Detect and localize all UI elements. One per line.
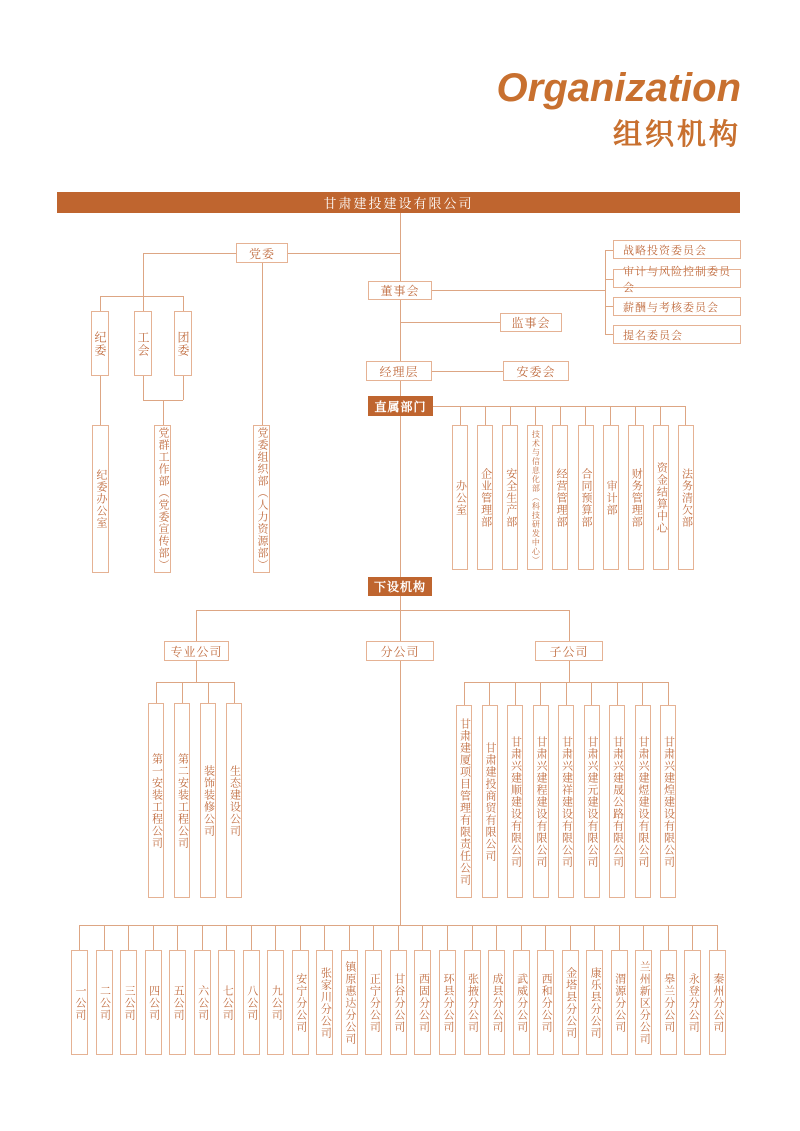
org-node-label: 甘肃建厦项目管理有限责任公司 [458,717,471,886]
org-node-label: 七公司 [221,984,234,1021]
org-node-box [628,425,644,570]
org-node-box [684,950,701,1055]
direct-departments-group [452,406,694,570]
connector-line [569,661,570,682]
org-node [390,925,407,1055]
org-node [709,925,726,1055]
connector-stub [79,925,80,950]
connector-stub [642,682,643,705]
connector-line [143,296,144,311]
connector-stub [460,406,461,425]
page-title-english: Organization [496,66,741,110]
connector-stub [566,682,567,705]
org-node-box [390,950,407,1055]
org-node [578,406,594,570]
org-node [502,406,518,570]
org-node-label: 第二安装工程公司 [176,752,189,849]
node-subordinate-orgs-header: 下设机构 [368,577,432,596]
connector-line [432,290,605,291]
org-node-box [169,950,186,1055]
org-node-label: 五公司 [172,984,185,1021]
org-node [537,925,554,1055]
connector-line [100,296,101,311]
org-node [226,682,242,898]
connector-line [400,322,500,323]
org-node-box [218,950,235,1055]
org-node [292,925,309,1055]
connector-stub [128,925,129,950]
connector-stub [660,406,661,425]
connector-stub [234,682,235,703]
org-node-box [456,705,472,898]
connector-stub [591,682,592,705]
org-node [611,925,628,1055]
org-node-box [660,950,677,1055]
connector-stub [464,682,465,705]
org-node-label: 九公司 [270,984,283,1021]
org-node [533,682,549,898]
org-node-box [464,950,481,1055]
node-discipline-office [92,425,109,573]
org-node-box [439,950,456,1055]
connector-stub [275,925,276,950]
org-node [365,925,382,1055]
org-node [552,406,568,570]
org-node [169,925,186,1055]
node-label: 党委组织部（人力资源部） [256,427,268,571]
node-audit-risk-committee: 审计与风险控制委员会 [613,269,741,288]
org-node-label: 资金结算中心 [655,461,668,534]
node-youth-league [174,311,192,376]
connector-line [605,334,613,335]
connector-stub [373,925,374,950]
connector-line [183,296,184,311]
org-node-label: 八公司 [245,984,258,1021]
org-node-box [527,425,543,570]
org-node-box [513,950,530,1055]
connector-line [143,376,144,400]
org-node-box [71,950,88,1055]
org-node-box [194,950,211,1055]
node-party-mass-work-dept [154,425,171,573]
org-node-label: 二公司 [98,984,111,1021]
org-node-box [120,950,137,1055]
org-node [584,682,600,898]
org-node-label: 甘谷分公司 [392,972,405,1033]
org-node-label: 永登分公司 [687,972,700,1033]
org-node-label: 环县分公司 [441,972,454,1033]
connector-stub [510,406,511,425]
org-node-label: 甘肃兴建煌建设有限公司 [662,735,675,868]
org-node-box [653,425,669,570]
org-node-box [709,950,726,1055]
org-node-box [609,705,625,898]
org-node [439,925,456,1055]
connector-stub [182,682,183,703]
org-node-box [226,703,242,898]
org-node [558,682,574,898]
org-node-label: 经营管理部 [554,467,567,528]
org-node-box [578,425,594,570]
org-node-label: 法务清欠部 [680,467,693,528]
org-node-label: 财务管理部 [630,467,643,528]
org-node [635,925,652,1055]
connector-stub [349,925,350,950]
org-node-box [584,705,600,898]
org-node-box [292,950,309,1055]
org-node-label: 一公司 [74,984,86,1021]
connector-stub [643,925,644,950]
org-node-box [488,950,505,1055]
connector-line [400,610,401,641]
org-node-label: 武威分公司 [515,972,528,1033]
org-node-box [316,950,333,1055]
org-node [527,406,543,570]
org-node-box [678,425,694,570]
org-node-box [552,425,568,570]
org-node-label: 成县分公司 [491,972,504,1033]
connector-stub [545,925,546,950]
org-node-label: 甘肃兴建祥建设有限公司 [560,735,573,868]
org-node [653,406,669,570]
connector-stub [668,925,669,950]
org-node-box [603,425,619,570]
connector-stub [560,406,561,425]
org-node-label: 安宁分公司 [294,972,307,1033]
org-node [341,925,358,1055]
org-node [603,406,619,570]
node-label: 工会 [136,330,150,357]
org-node [145,925,162,1055]
node-subsidiary-companies: 子公司 [535,641,603,661]
node-management-level: 经理层 [366,361,432,381]
org-node [316,925,333,1055]
org-node-label: 张家川分公司 [319,966,332,1039]
node-specialized-companies: 专业公司 [164,641,229,661]
org-node-label: 四公司 [147,984,160,1021]
org-node [488,925,505,1055]
connector-stub [570,925,571,950]
org-node [267,925,284,1055]
org-node [71,925,88,1055]
node-remuneration-committee: 薪酬与考核委员会 [613,297,741,316]
org-node-label: 技术与信息化部（科技研发中心） [531,430,541,565]
connector-line [100,376,101,425]
connector-stub [685,406,686,425]
org-node-label: 装饰装修公司 [202,764,215,837]
node-label: 团委 [176,330,190,357]
connector-stub [610,406,611,425]
connector-line [143,253,236,254]
org-node-box [635,705,651,898]
org-node [120,925,137,1055]
org-node-box [414,950,431,1055]
connector-line [196,610,197,641]
connector-line [163,400,164,425]
connector-stub [300,925,301,950]
org-node-box [452,425,468,570]
org-node [200,682,216,898]
org-node-box [243,950,260,1055]
org-node [452,406,468,570]
org-node [513,925,530,1055]
connector-stub [496,925,497,950]
connector-stub [104,925,105,950]
connector-stub [472,925,473,950]
connector-stub [692,925,693,950]
org-node-box [341,950,358,1055]
page-title-chinese: 组织机构 [612,119,741,151]
org-node-label: 镇原惠达分公司 [343,960,356,1045]
org-node-box [660,705,676,898]
connector-stub [226,925,227,950]
node-label: 纪委办公室 [95,469,107,529]
org-node [96,925,113,1055]
org-node-box [533,705,549,898]
org-node-box [477,425,493,570]
org-node-box [482,705,498,898]
subsidiary-companies-group [456,682,676,898]
org-node-label: 审计部 [605,479,618,516]
node-nomination-committee: 提名委员会 [613,325,741,344]
org-node-label: 康乐县分公司 [589,966,602,1039]
connector-stub [540,682,541,705]
org-node-label: 金塔县分公司 [564,966,577,1039]
org-node [218,925,235,1055]
connector-stub [447,925,448,950]
branch-companies-group [71,925,726,1055]
org-node [477,406,493,570]
org-node-box [365,950,382,1055]
connector-stub [585,406,586,425]
org-node-box [502,425,518,570]
org-node-box [148,703,164,898]
org-node-label: 皋兰分公司 [662,972,675,1033]
node-labor-union [134,311,152,376]
org-node-box [558,705,574,898]
connector-line [400,661,401,925]
org-node-label: 企业管理部 [479,467,492,528]
org-node [414,925,431,1055]
node-label: 党群工作部（党委宣传部） [157,427,169,571]
org-node-label: 办公室 [454,479,467,516]
org-node [482,682,498,898]
org-node [174,682,190,898]
connector-line [100,296,183,297]
org-node [194,925,211,1055]
connector-stub [422,925,423,950]
org-node-box [611,950,628,1055]
org-node-label: 甘肃兴建煜建设有限公司 [637,735,649,868]
org-node-box [507,705,523,898]
connector-line [569,610,570,641]
org-node-box [145,950,162,1055]
connector-stub [594,925,595,950]
connector-stub [177,925,178,950]
org-node-label: 甘肃建投商贸有限公司 [484,741,496,862]
connector-line [262,263,263,425]
org-node-label: 甘肃兴建元建设有限公司 [586,735,598,868]
connector-line [605,250,606,335]
connector-line [143,253,144,296]
org-node-label: 张掖分公司 [466,972,479,1033]
org-node-box [635,950,652,1055]
node-discipline-committee [91,311,109,376]
org-node [562,925,579,1055]
node-supervisory-board: 监事会 [500,313,562,332]
org-node-label: 合同预算部 [580,467,593,528]
org-node-box [200,703,216,898]
node-branch-companies: 分公司 [366,641,434,661]
connector-stub [668,682,669,705]
org-node-box [267,950,284,1055]
connector-stub [398,925,399,950]
connector-stub [485,406,486,425]
org-node-box [562,950,579,1055]
node-party-organization-dept [253,425,270,573]
org-node [464,925,481,1055]
connector-stub [717,925,718,950]
org-node-label: 六公司 [196,984,209,1021]
org-node-label: 西和分公司 [540,972,553,1033]
org-node-label: 西固分公司 [417,972,430,1033]
org-node-label: 正宁分公司 [368,972,381,1033]
connector-stub [515,682,516,705]
org-node [243,925,260,1055]
connector-stub [617,682,618,705]
org-node-label: 秦州分公司 [711,972,724,1033]
connector-stub [156,682,157,703]
org-node [148,682,164,898]
org-node-box [96,950,113,1055]
org-node-label: 甘肃兴建晟公路有限公司 [611,735,624,868]
connector-stub [153,925,154,950]
org-node [660,925,677,1055]
connector-stub [521,925,522,950]
org-node-label: 甘肃兴建程建设有限公司 [535,735,547,868]
connector-line [288,253,400,254]
org-node [684,925,701,1055]
org-node [678,406,694,570]
connector-stub [251,925,252,950]
connector-line [183,376,184,400]
org-node-label: 生态建设公司 [228,764,241,837]
org-node-label: 渭源分公司 [613,972,626,1033]
org-node [456,682,472,898]
org-node-box [537,950,554,1055]
connector-line [432,371,503,372]
org-node [660,682,676,898]
org-node [507,682,523,898]
org-node-label: 三公司 [123,984,136,1021]
connector-stub [324,925,325,950]
connector-stub [619,925,620,950]
org-node [635,682,651,898]
org-node-label: 兰州新区分公司 [638,960,651,1045]
node-board-of-directors: 董事会 [368,281,432,300]
connector-line [196,661,197,682]
connector-stub [635,406,636,425]
connector-line [605,250,613,251]
node-safety-committee: 安委会 [503,361,569,381]
root-company-banner: 甘肃建投建设有限公司 [57,192,740,213]
connector-line [605,306,613,307]
node-direct-departments-header: 直属部门 [368,396,433,416]
org-node [628,406,644,570]
node-label: 纪委 [93,330,107,357]
connector-stub [208,682,209,703]
org-node-label: 安全生产部 [504,467,517,528]
connector-line [196,610,569,611]
org-node-label: 甘肃兴建顺建设有限公司 [509,735,522,868]
specialized-companies-group [148,682,242,898]
org-node-box [174,703,190,898]
org-node-label: 第一安装工程公司 [150,752,163,849]
connector-stub [489,682,490,705]
connector-stub [535,406,536,425]
node-strategy-investment-committee: 战略投资委员会 [613,240,741,259]
connector-line [605,279,613,280]
node-party-committee: 党委 [236,243,288,263]
org-node [586,925,603,1055]
connector-stub [202,925,203,950]
org-node-box [586,950,603,1055]
org-node [609,682,625,898]
